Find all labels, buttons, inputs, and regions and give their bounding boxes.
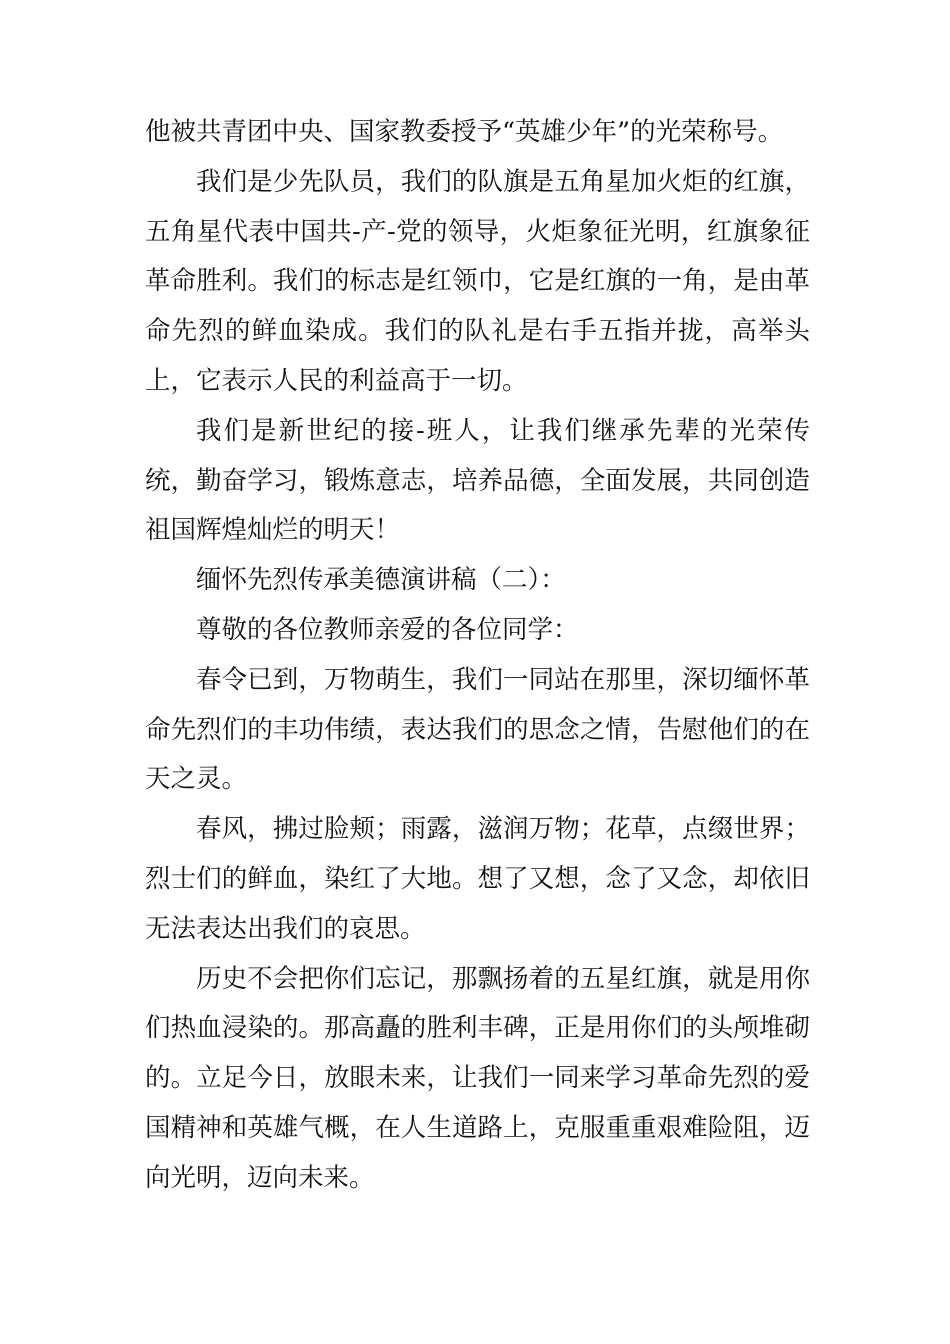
salutation: 尊敬的各位教师亲爱的各位同学： bbox=[196, 614, 579, 645]
document-page bbox=[145, 108, 810, 1204]
section-title: 缅怀先烈传承美德演讲稿（二）： bbox=[196, 565, 566, 596]
paragraph-spring: 春令已到，万物萌生，我们一同站在那里，深切缅怀革命先烈们的丰功伟绩，表达我们的思念之情，告慰他们的在天之灵。 bbox=[145, 664, 810, 795]
paragraph-pioneer-flag: 我们是少先队员，我们的队旗是五角星加火炬的红旗，五角星代表中国共-产-党的领导，火炬象征光明，红旗象征革命胜利。我们的标志是红领巾，它是红旗的一角，是由革命先烈的鲜血染成。我们的队礼是右手五指并拢，高举头上，它表示人民的利益高于一切。 bbox=[145, 166, 810, 396]
paragraph-history: 历史不会把你们忘记，那飘扬着的五星红旗，就是用你们热血浸染的。那高矗的胜利丰碑，正是用你们的头颅堆砌的。立足今日，放眼未来，让我们一同来学习革命先烈的爱国精神和英雄气概，在人生道路上，克服重重艰难险阻，迈向光明，迈向未来。 bbox=[145, 963, 810, 1193]
paragraph-successors: 我们是新世纪的接-班人，让我们继承先辈的光荣传统，勤奋学习，锻炼意志，培养品德，全面发展，共同创造祖国辉煌灿烂的明天！ bbox=[145, 415, 810, 546]
paragraph-continuation: 他被共青团中央、国家教委授予“英雄少年”的光荣称号。 bbox=[145, 117, 784, 147]
paragraph-spring-wind: 春风，拂过脸颊；雨露，滋润万物；花草，点缀世界；烈士们的鲜血，染红了大地。想了又想，念了又念，却依旧无法表达出我们的哀思。 bbox=[145, 814, 810, 944]
